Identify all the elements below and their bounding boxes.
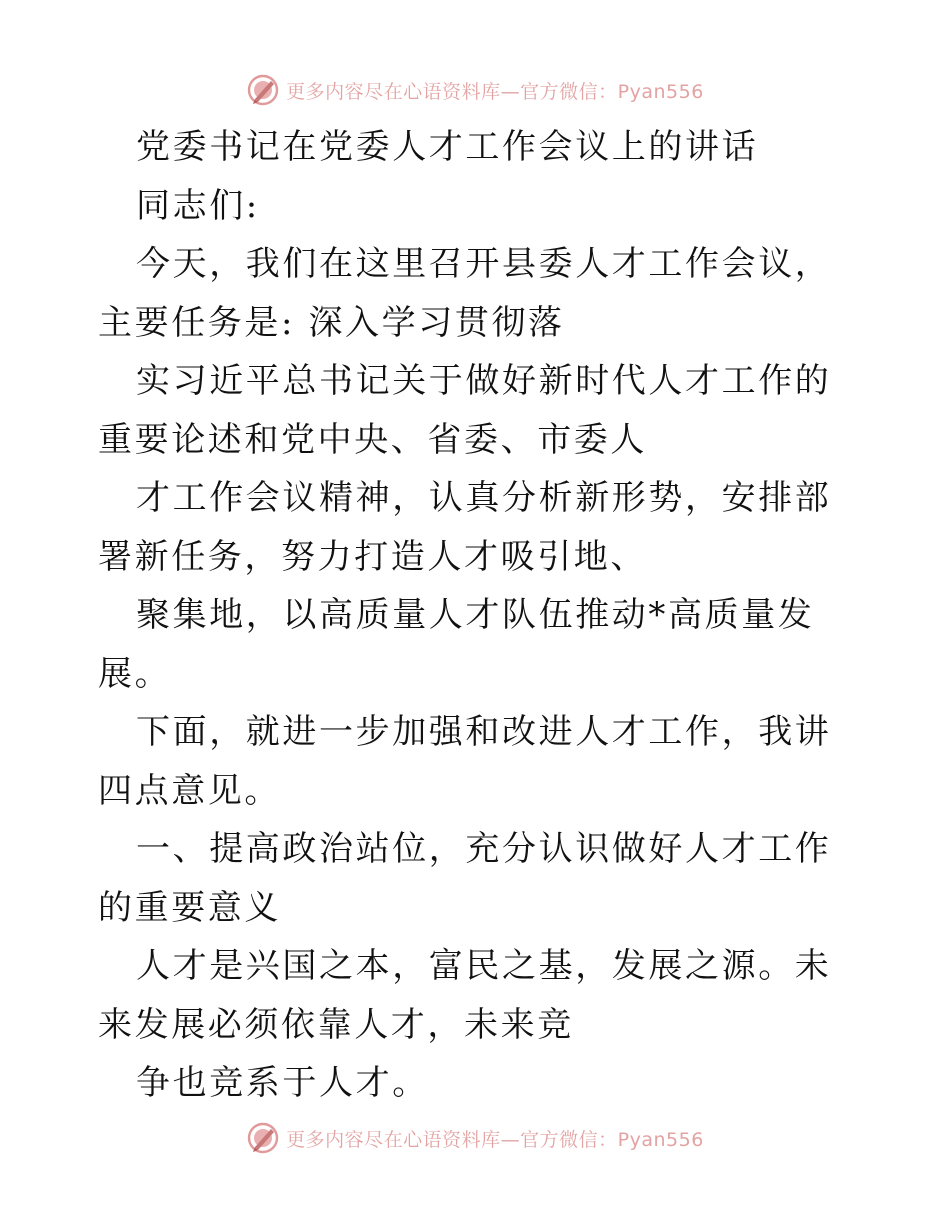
salutation: 同志们:	[136, 185, 260, 226]
paragraph: 人才是兴国之本，富民之基，发展之源。未来发展必须依靠人才，未来竞	[98, 946, 832, 1045]
paragraph: 聚集地，以高质量人才队伍推动*高质量发展。	[98, 595, 815, 694]
watermark-text: 更多内容尽在心语资料库—官方微信：Pyan556	[286, 1128, 704, 1151]
paragraph: 才工作会议精神，认真分析新形势，安排部署新任务，努力打造人才吸引地、	[98, 478, 832, 577]
document-body	[98, 118, 858, 1113]
pen-seal-icon	[246, 73, 280, 107]
section-heading: 一、提高政治站位，充分认识做好人才工作的重要意义	[98, 829, 832, 928]
document-title: 党委书记在党委人才工作会议上的讲话	[136, 127, 759, 167]
footer-watermark	[0, 1118, 950, 1158]
paragraph: 今天，我们在这里召开县委人才工作会议，主要任务是: 深入学习贯彻落	[98, 244, 832, 343]
paragraph: 争也竞系于人才。	[136, 1063, 429, 1103]
pen-seal-icon	[246, 1121, 280, 1155]
paragraph: 实习近平总书记关于做好新时代人才工作的重要论述和党中央、省委、市委人	[98, 361, 832, 460]
paragraph: 下面，就进一步加强和改进人才工作，我讲四点意见。	[98, 712, 832, 811]
header-watermark	[0, 70, 950, 110]
watermark-text: 更多内容尽在心语资料库—官方微信：Pyan556	[286, 80, 704, 103]
